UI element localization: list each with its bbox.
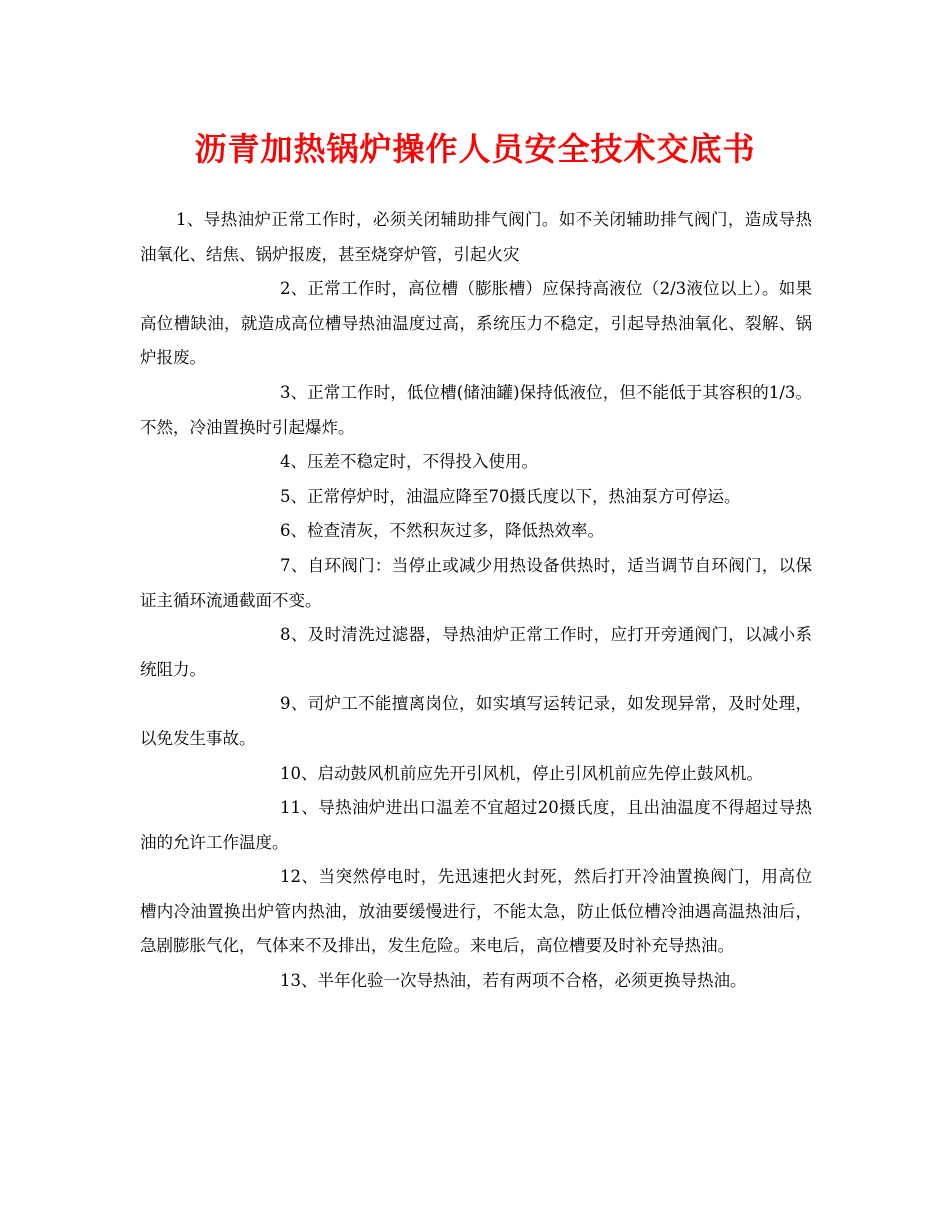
document-body (140, 203, 812, 999)
paragraph-5: 5、正常停炉时，油温应降至70摄氏度以下，热油泵方可停运。 (280, 486, 741, 506)
paragraph-2: 2、正常工作时，高位槽（膨胀槽）应保持高液位（2/3液位以上）。如果高位槽缺油，就造成高位槽导热油温度过高，系统压力不稳定，引起导热油氧化、裂解、锅炉报废。 (140, 279, 812, 368)
paragraph-7: 7、自环阀门：当停止或减少用热设备供热时，适当调节自环阀门，以保证主循环流通截面不变。 (140, 555, 812, 610)
paragraph-6: 6、检查清灰，不然积灰过多，降低热效率。 (280, 521, 604, 541)
paragraph-3: 3、正常工作时，低位槽(储油罐)保持低液位，但不能低于其容积的1/3。不然，冷油置换时引起爆炸。 (140, 382, 812, 437)
document-title: 沥青加热锅炉操作人员安全技术交底书 (194, 130, 756, 168)
paragraph-4: 4、压差不稳定时，不得投入使用。 (280, 452, 538, 472)
paragraph-12: 12、当突然停电时，先迅速把火封死，然后打开冷油置换阀门，用高位槽内冷油置换出炉管内热油，放油要缓慢进行，不能太急，防止低位槽冷油遇高温热油后，急剧膨胀气化，气体来不及排出，发生危险。来电后，高位槽要及时补充导热油。 (140, 867, 812, 956)
paragraph-1: 1、导热油炉正常工作时，必须关闭辅助排气阀门。如不关闭辅助排气阀门，造成导热油氧化、结焦、锅炉报废，甚至烧穿炉管，引起火灾 (140, 210, 812, 264)
paragraph-9: 9、司炉工不能擅离岗位，如实填写运转记录，如发现异常，及时处理，以免发生事故。 (140, 694, 812, 748)
paragraph-13: 13、半年化验一次导热油，若有两项不合格，必须更换导热油。 (280, 971, 747, 991)
paragraph-11: 11、导热油炉进出口温差不宜超过20摄氏度，且出油温度不得超过导热油的允许工作温度。 (140, 798, 812, 852)
paragraph-10: 10、启动鼓风机前应先开引风机，停止引风机前应先停止鼓风机。 (280, 763, 763, 783)
paragraph-8: 8、及时清洗过滤器，导热油炉正常工作时，应打开旁通阀门，以减小系统阻力。 (140, 625, 812, 679)
